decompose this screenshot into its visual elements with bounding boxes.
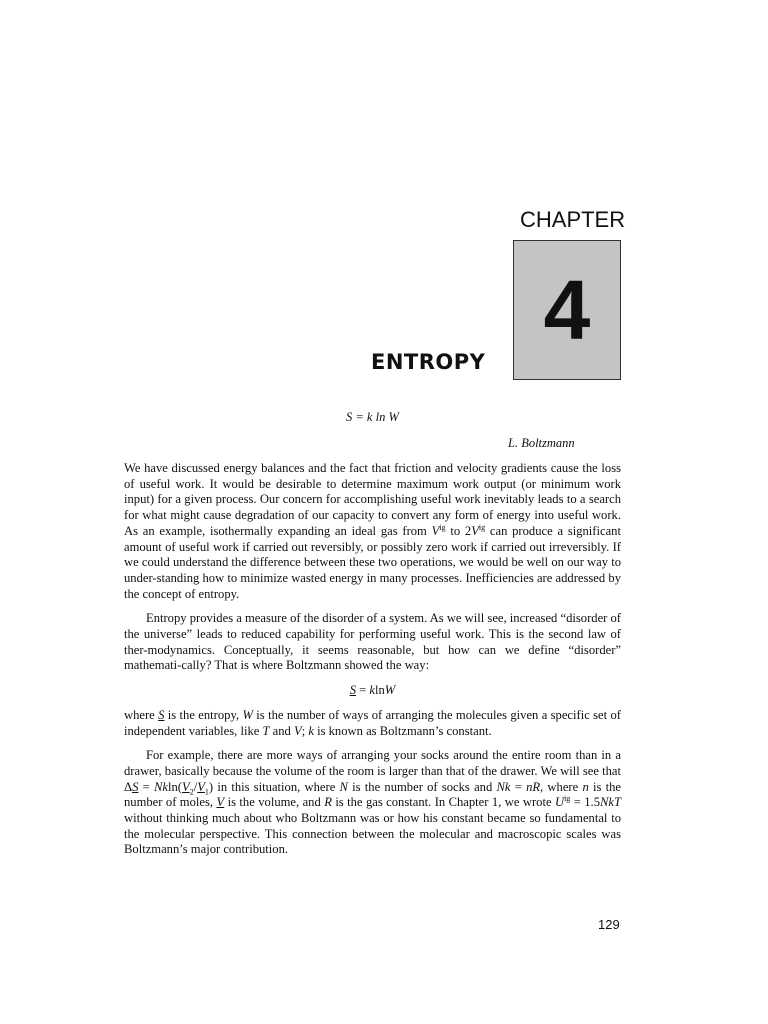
body-text: [124, 461, 621, 867]
chapter-title: ENTROPY: [371, 350, 486, 374]
paragraph-definitions: where S is the entropy, W is the number of ways of arranging the molecules given a specific set of independent variables, like T and V; k is known as Boltzmann’s constant.: [124, 707, 621, 738]
chapter-number: 4: [543, 263, 591, 357]
boltzmann-equation: S = klnW: [349, 683, 396, 698]
epigraph-author: L. Boltzmann: [508, 436, 575, 450]
epigraph-quote: S = k ln W: [346, 410, 399, 424]
paragraph-entropy-disorder: Entropy provides a measure of the disorder of a system. As we will see, increased “disorder of the universe” leads to reduced capability for performing useful work. This is the second law of ther-modynamics. Conceptually, it seems reasonable, but how can we define “disorder” mathemati-cally? That is where Boltzmann showed the way:: [124, 611, 621, 673]
paragraph-socks-example: For example, there are more ways of arranging your socks around the entire room than in a drawer, basically because the volume of the room is larger than that of the drawer. We will see that $\Delta S = Nkln(V_2/V_1)$ in this situation, where N is the number of socks and Nk = nR, where n is the number of moles, V is the volume, and R is the gas constant. In Chapter 1, we wrote $U^{ig} = 1.5NkT$ without thinking much about who Boltzmann was or how his constant became so fundamental to the molecular perspective. This connection between the molecular and macroscopic scales was Boltzmann’s major contribution.: [124, 748, 622, 857]
chapter-number-box: [513, 240, 621, 380]
chapter-label: CHAPTER: [520, 207, 626, 232]
page-number: 129: [598, 917, 620, 932]
paragraph-intro: We have discussed energy balances and the fact that friction and velocity gradients cause the loss of useful work. It would be desirable to determine maximum work output (or minimum work input) for a given process. Our concern for accomplishing useful work inevitably leads to a search for what might cause degradation of our capacity to convert any form of energy into useful work. As an example, isothermally expanding an ideal gas from $V^{ig}$ to $2V^{ig}$ can produce a significant amount of useful work if carried out reversibly, or possibly zero work if carried out irreversibly. If we could understand the difference between these two operations, we would be well on our way to under-standing how to minimize wasted energy in many processes. Inefficiencies are addressed by the concept of entropy.: [124, 461, 621, 601]
